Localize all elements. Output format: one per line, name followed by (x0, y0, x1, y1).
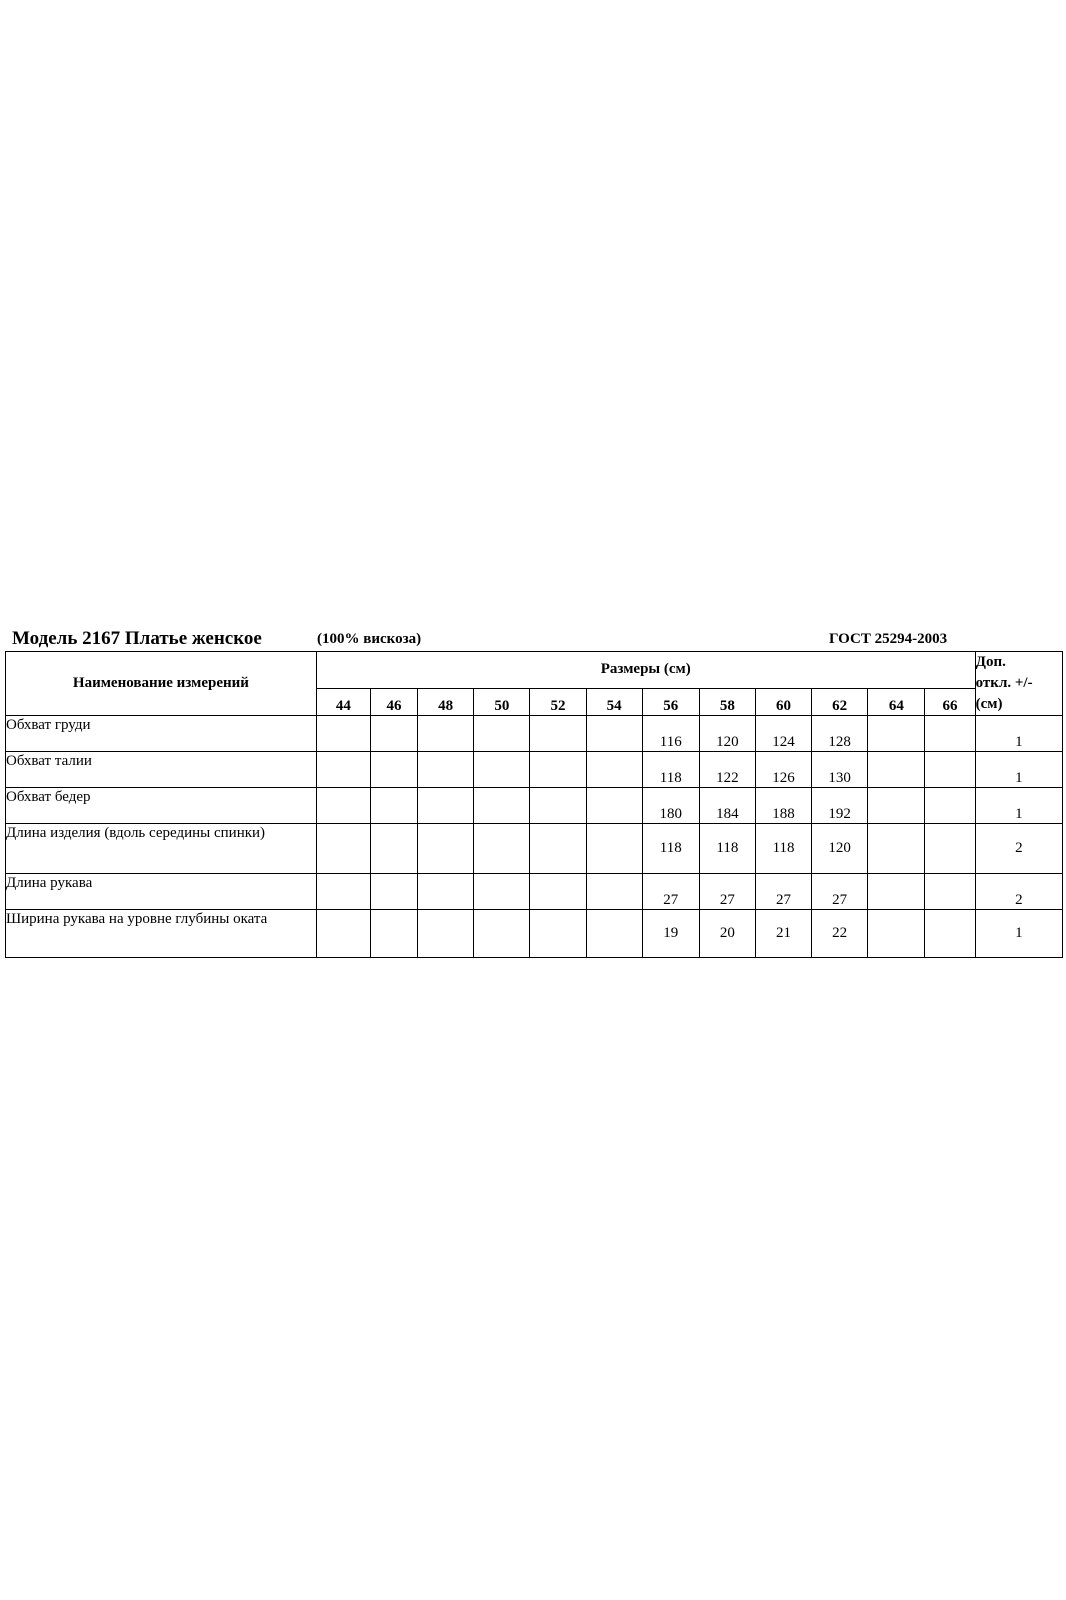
size-column-header: 58 (699, 688, 755, 715)
measurement-value (868, 824, 925, 874)
measurement-value (316, 788, 370, 824)
measurement-value (418, 824, 474, 874)
measurement-value (474, 752, 530, 788)
measurement-value: 180 (642, 788, 699, 824)
tolerance-value: 1 (975, 788, 1062, 824)
measurement-value (530, 824, 586, 874)
measurement-value (925, 716, 975, 752)
measurement-value (925, 788, 975, 824)
measurement-value (868, 874, 925, 910)
measurement-value (370, 716, 417, 752)
tolerance-value: 2 (975, 874, 1062, 910)
measurement-value (474, 716, 530, 752)
measurement-value: 27 (642, 874, 699, 910)
measurement-name: Обхват талии (6, 752, 317, 788)
fabric-composition: (100% вискоза) (317, 631, 422, 647)
measurement-value: 20 (699, 910, 755, 958)
measurement-name: Обхват груди (6, 716, 317, 752)
measurement-value (868, 716, 925, 752)
measurement-value (370, 874, 417, 910)
measurement-value (418, 752, 474, 788)
tolerance-value: 1 (975, 910, 1062, 958)
measurement-value: 120 (699, 716, 755, 752)
measurement-value: 118 (642, 752, 699, 788)
size-column-header: 44 (316, 688, 370, 715)
measurement-value: 124 (755, 716, 811, 752)
measurement-value (418, 716, 474, 752)
size-column-header: 60 (755, 688, 811, 715)
measurement-value: 128 (812, 716, 868, 752)
tolerance-header-line: Доп. (975, 654, 1006, 670)
table-row (6, 788, 1063, 824)
document-title (12, 628, 1052, 652)
measurement-value (586, 752, 642, 788)
measurement-value (586, 910, 642, 958)
size-column-header: 46 (370, 688, 417, 715)
measurement-value (530, 788, 586, 824)
measurement-value (370, 788, 417, 824)
measurement-value (586, 788, 642, 824)
measurement-value (586, 716, 642, 752)
measurement-value (925, 752, 975, 788)
measurement-value: 184 (699, 788, 755, 824)
table-row (6, 874, 1063, 910)
measurement-value (530, 752, 586, 788)
tolerance-header-line: откл. +/- (975, 675, 1033, 691)
measurement-name: Ширина рукава на уровне глубины оката (6, 910, 317, 958)
measurement-value (474, 910, 530, 958)
measurement-value (418, 874, 474, 910)
measurement-value (868, 788, 925, 824)
measurement-value (418, 910, 474, 958)
size-column-header: 50 (474, 688, 530, 715)
measurement-value: 192 (812, 788, 868, 824)
measurement-value: 118 (642, 824, 699, 874)
measurement-value: 27 (755, 874, 811, 910)
measurement-value (586, 824, 642, 874)
measurement-value (418, 788, 474, 824)
measurement-value: 130 (812, 752, 868, 788)
tolerance-header-line: (см) (975, 696, 1003, 712)
tolerance-value: 1 (975, 716, 1062, 752)
measurement-value: 19 (642, 910, 699, 958)
measurement-value: 188 (755, 788, 811, 824)
table-row (6, 824, 1063, 874)
measurement-value (586, 874, 642, 910)
size-column-header: 62 (812, 688, 868, 715)
tolerance-value: 1 (975, 752, 1062, 788)
measurement-value (316, 824, 370, 874)
measurement-value (530, 716, 586, 752)
table-row (6, 910, 1063, 958)
measurement-value (868, 752, 925, 788)
size-column-header: 56 (642, 688, 699, 715)
measurement-value (370, 910, 417, 958)
measurement-name-header: Наименование измерений (6, 652, 317, 716)
measurement-value (925, 874, 975, 910)
measurement-value (316, 874, 370, 910)
measurement-value (868, 910, 925, 958)
measurement-value: 27 (812, 874, 868, 910)
measurement-value: 122 (699, 752, 755, 788)
measurement-value (474, 824, 530, 874)
measurement-value: 118 (699, 824, 755, 874)
size-column-header: 66 (925, 688, 975, 715)
size-column-header: 52 (530, 688, 586, 715)
size-column-header: 48 (418, 688, 474, 715)
measurement-value: 116 (642, 716, 699, 752)
measurement-value (370, 824, 417, 874)
size-column-header: 64 (868, 688, 925, 715)
measurement-value (530, 910, 586, 958)
measurement-value: 118 (755, 824, 811, 874)
table-row (6, 716, 1063, 752)
sizes-header: Размеры (см) (316, 652, 975, 689)
table-row (6, 752, 1063, 788)
measurement-value: 22 (812, 910, 868, 958)
measurement-value: 120 (812, 824, 868, 874)
measurement-value (474, 788, 530, 824)
model-title: Модель 2167 Платье женское (12, 628, 262, 649)
tolerance-value: 2 (975, 824, 1062, 874)
measurement-value (925, 910, 975, 958)
tolerance-header (975, 652, 1062, 716)
measurement-name: Длина изделия (вдоль середины спинки) (6, 824, 317, 874)
measurement-value: 21 (755, 910, 811, 958)
measurement-value (530, 874, 586, 910)
measurement-value: 27 (699, 874, 755, 910)
measurement-value (316, 752, 370, 788)
measurement-value (316, 716, 370, 752)
measurement-value (474, 874, 530, 910)
measurement-value (316, 910, 370, 958)
measurement-value: 126 (755, 752, 811, 788)
measurement-name: Длина рукава (6, 874, 317, 910)
measurement-value (370, 752, 417, 788)
measurement-name: Обхват бедер (6, 788, 317, 824)
measurement-value (925, 824, 975, 874)
gost-standard: ГОСТ 25294-2003 (829, 631, 948, 647)
size-chart-table (5, 651, 1063, 958)
size-column-header: 54 (586, 688, 642, 715)
